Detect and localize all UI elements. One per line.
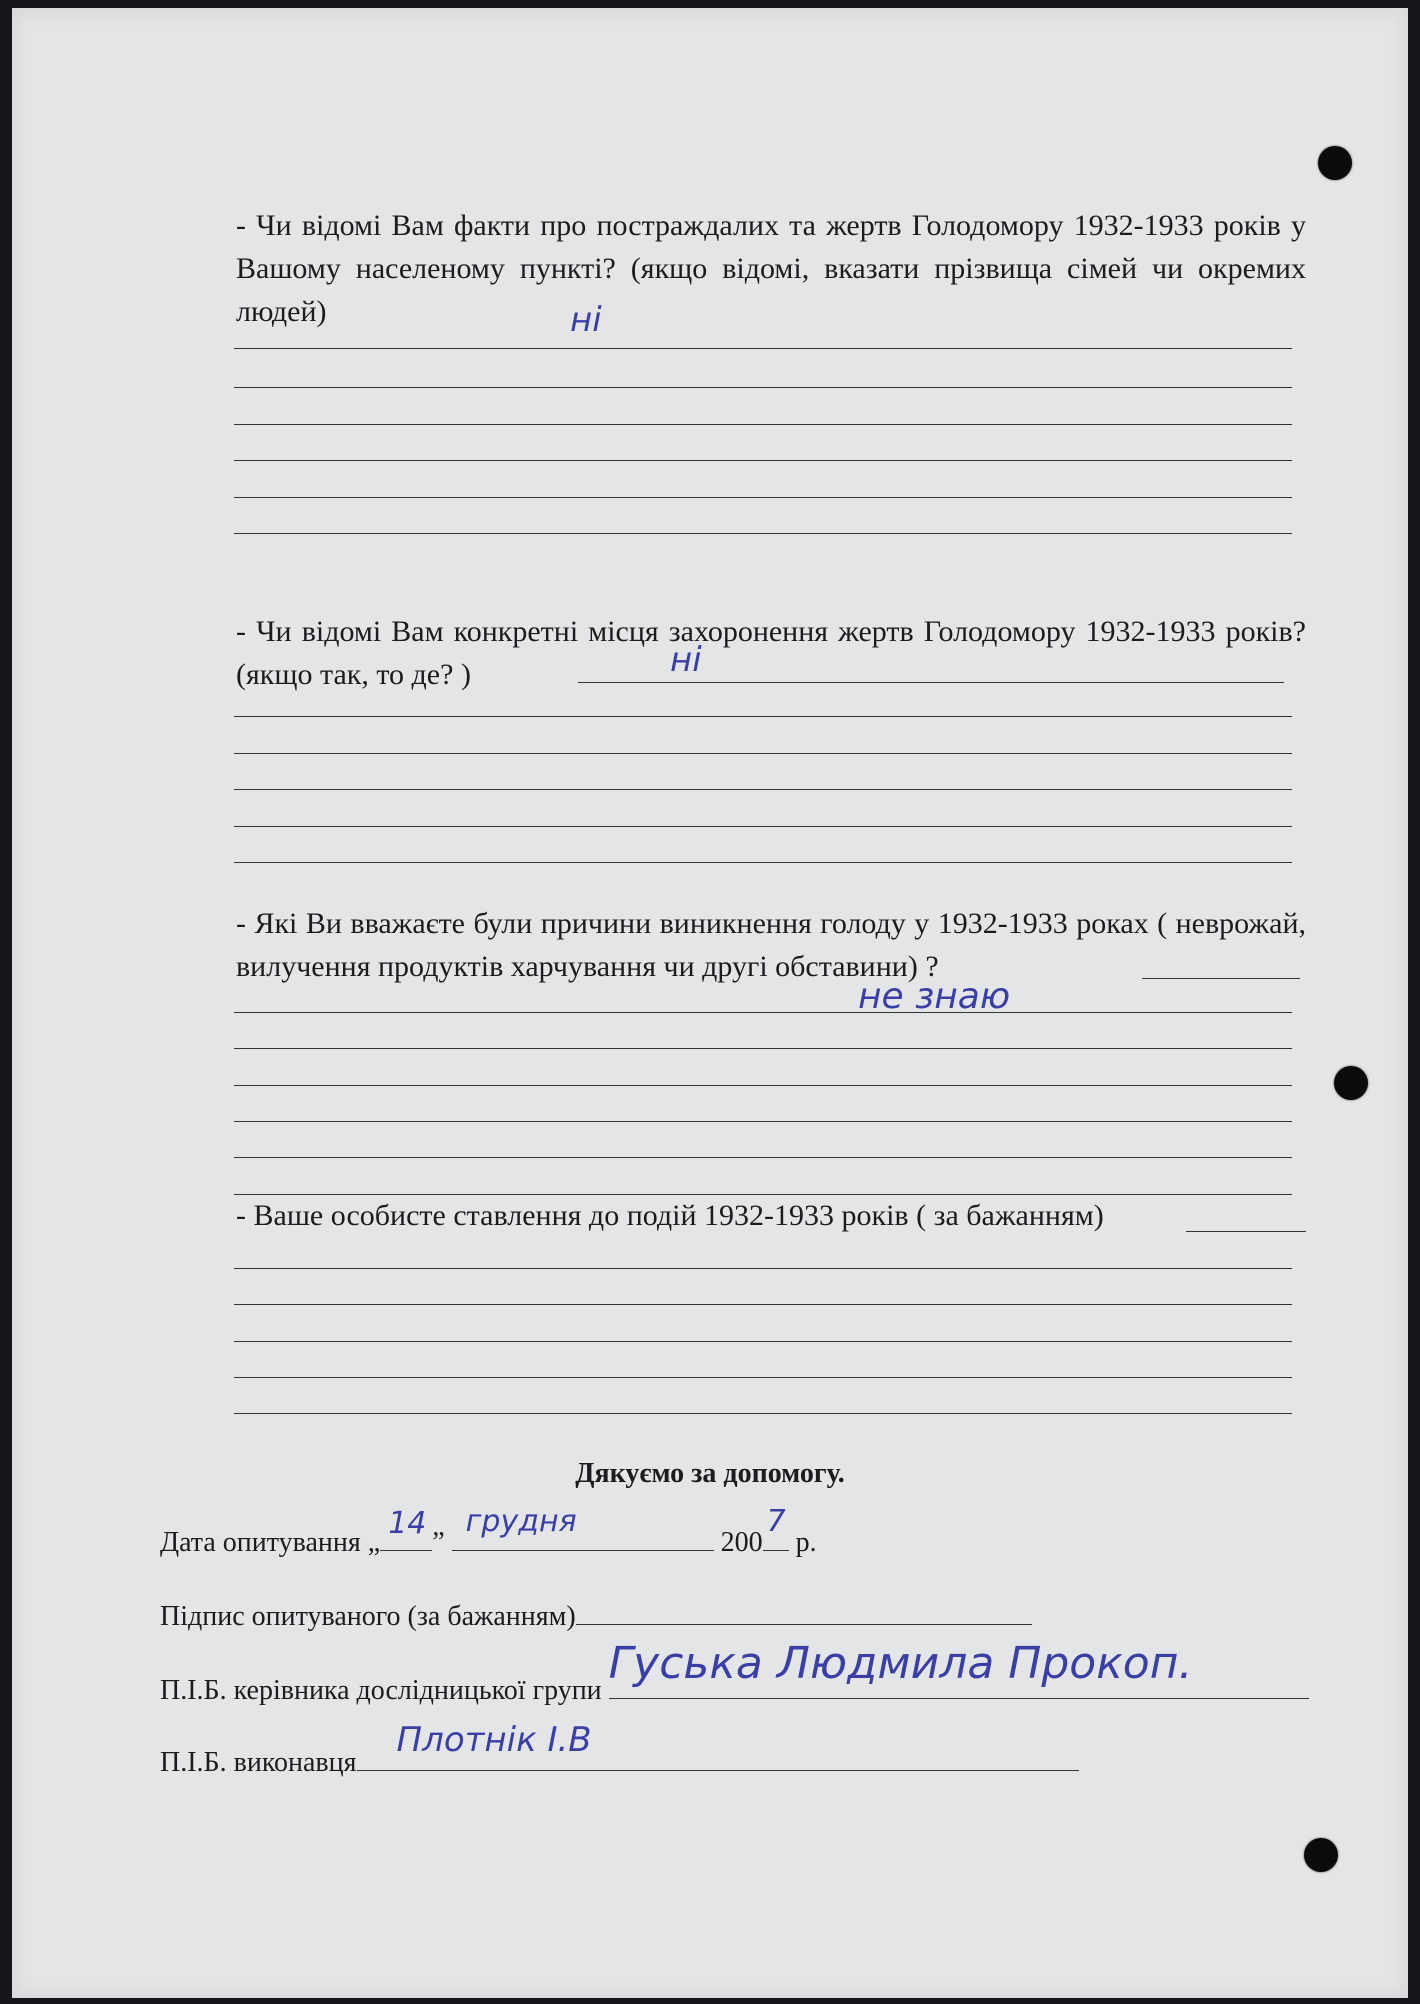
answer-line <box>234 1341 1292 1342</box>
day-field <box>380 1506 432 1551</box>
answer-line <box>234 1121 1292 1122</box>
question-4: - Ваше особисте ставлення до подій 1932-1933 років ( за бажанням) <box>236 1199 1104 1232</box>
date-day: 14 <box>388 1506 427 1541</box>
executor-row <box>160 1720 1079 1779</box>
date-row <box>160 1504 817 1559</box>
answer-line <box>234 716 1292 717</box>
month-field <box>452 1504 714 1551</box>
answer-line <box>234 862 1292 863</box>
group-leader-field <box>608 1638 1309 1699</box>
answer-line <box>234 1012 1292 1013</box>
question-1: - Чи відомі Вам факти про постраждалих та жертв Голодомору 1932-1933 років у Вашому населеному пункті? (якщо відомі, вказати прізвища сімей чи окремих людей) <box>236 209 1306 328</box>
answer-line <box>234 1304 1292 1305</box>
quote-close: ” <box>432 1527 445 1558</box>
answer-line <box>234 1048 1292 1049</box>
respondent-signature-field <box>576 1600 1032 1625</box>
year-field <box>763 1504 789 1551</box>
answer-line <box>234 1085 1292 1086</box>
thanks-heading: Дякуємо за допомогу. <box>575 1458 845 1489</box>
answer-line <box>234 1157 1292 1158</box>
respondent-signature-label: Підпис опитуваного (за бажанням) <box>160 1601 576 1632</box>
executor-label: П.І.Б. виконавця <box>160 1747 357 1778</box>
question-3: - Які Ви вважаєте були причини виникнення голоду у 1932-1933 роках ( неврожай, вилучення продуктів харчування чи другі обставини) ? <box>236 907 1306 983</box>
question-2: - Чи відомі Вам конкретні місця захоронення жертв Голодомору 1932-1933 років? (якщо так, то де? ) <box>236 615 1306 691</box>
answer-line <box>578 682 1284 683</box>
quote-open: „ <box>367 1527 381 1558</box>
group-leader-label: П.І.Б. керівника дослідницької групи <box>160 1675 602 1706</box>
answer-line <box>234 387 1292 388</box>
answer-2: ні <box>670 640 702 680</box>
answer-line <box>234 789 1292 790</box>
date-month: грудня <box>465 1504 577 1539</box>
answer-line <box>1142 978 1300 979</box>
answer-line <box>234 424 1292 425</box>
answer-line <box>234 826 1292 827</box>
date-label: Дата опитування <box>160 1527 361 1558</box>
date-year-digit: 7 <box>766 1504 786 1539</box>
punch-hole-bottom <box>1304 1838 1338 1872</box>
punch-hole-middle <box>1334 1066 1368 1100</box>
answer-line <box>1186 1231 1306 1232</box>
answer-line <box>234 1268 1292 1269</box>
year-prefix: 200 <box>720 1527 763 1558</box>
year-suffix: р. <box>795 1527 817 1558</box>
answer-line <box>234 460 1292 461</box>
group-leader-row <box>160 1638 1309 1707</box>
answer-line <box>234 533 1292 534</box>
answer-line <box>234 1377 1292 1378</box>
answer-3: не знаю <box>858 976 1011 1017</box>
executor-value: Плотнік І.В <box>396 1720 592 1760</box>
answer-line <box>234 348 1292 349</box>
answer-line <box>234 753 1292 754</box>
respondent-signature-row <box>160 1600 1032 1633</box>
punch-hole-top <box>1318 146 1352 180</box>
answer-line <box>234 1413 1292 1414</box>
group-leader-value: Гуська Людмила Прокоп. <box>608 1638 1193 1689</box>
executor-field <box>357 1720 1079 1771</box>
answer-line <box>234 497 1292 498</box>
answer-1: ні <box>570 300 602 340</box>
